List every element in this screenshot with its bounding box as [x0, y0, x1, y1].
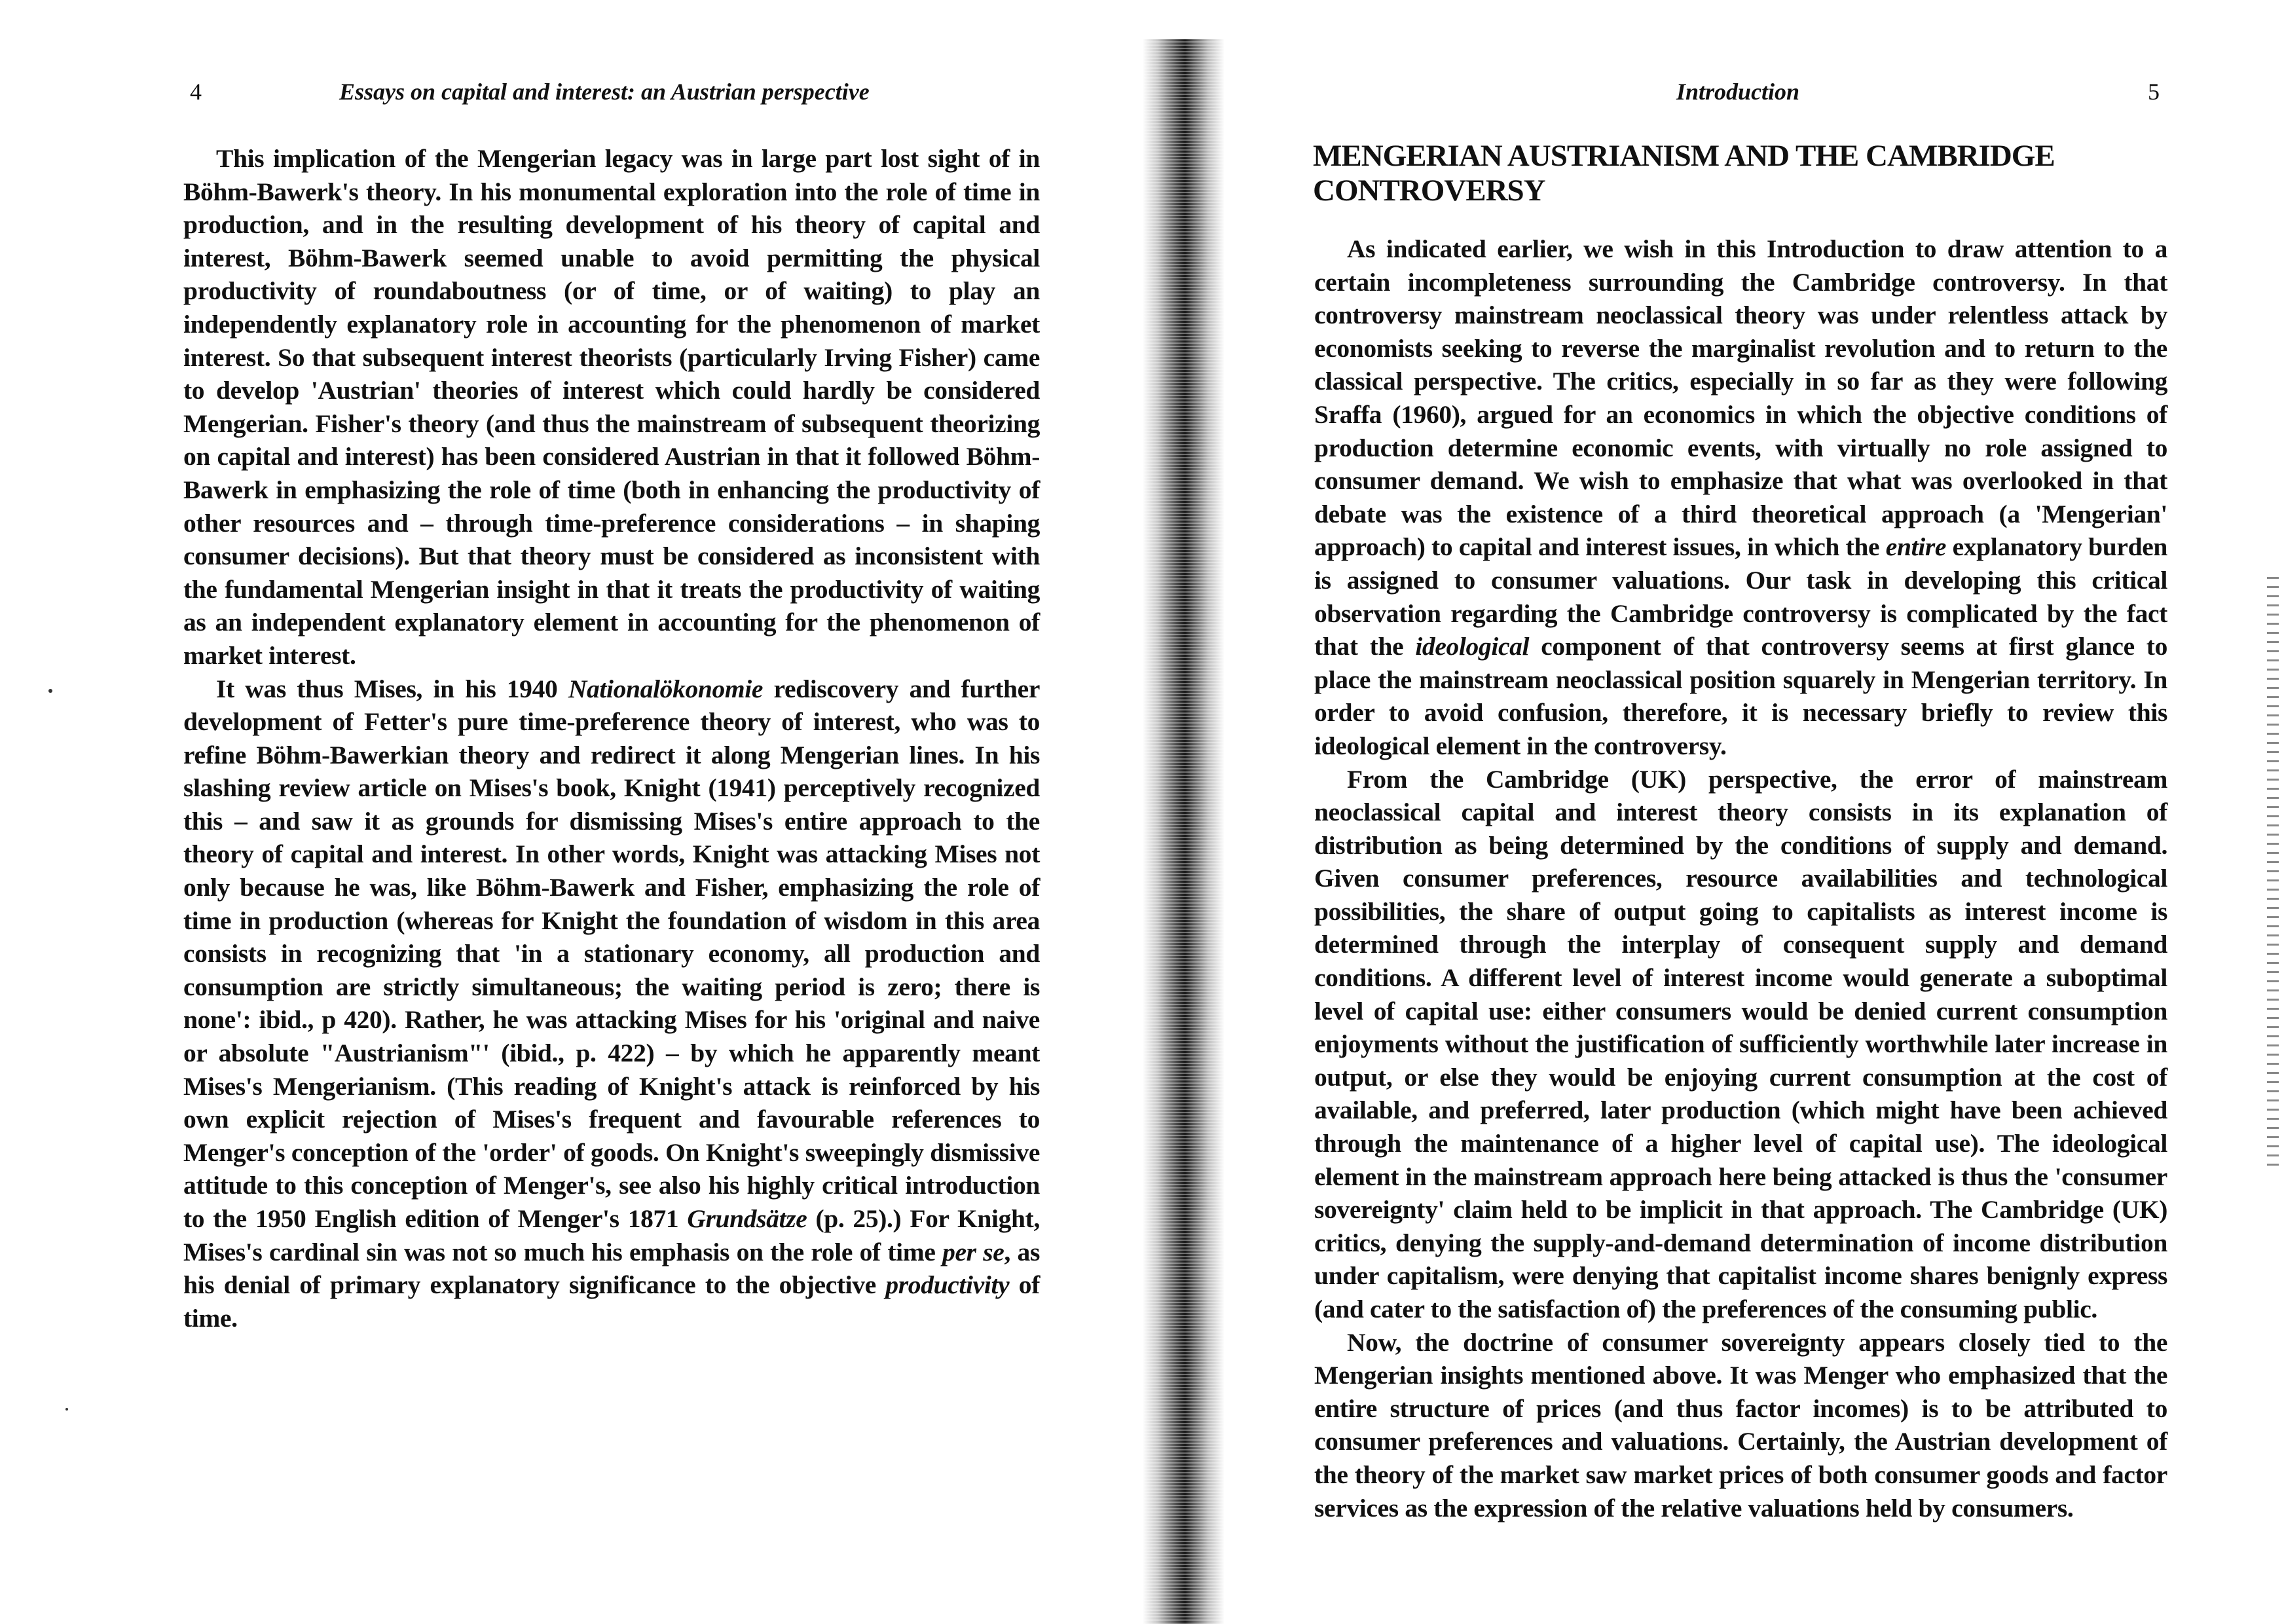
right-running-head: Introduction — [1676, 79, 1800, 105]
text-run: It was thus Mises, in his 1940 — [216, 674, 568, 703]
right-body-text — [1314, 232, 2167, 1524]
text-run: of time. — [183, 1270, 1040, 1333]
text-run: (p. 25).) For Knight, Mises's cardinal sin was not so much his emphasis on the role of time — [183, 1204, 1041, 1266]
italic-text: productivity — [885, 1270, 1010, 1300]
left-page-number: 4 — [190, 79, 202, 105]
text-run: rediscovery and further development of Fetter's pure time-preference theory of interest, who was to refine Böhm-Bawerkian theory and redirect it along Mengerian lines. In his slashing review article on Mises's book, Knight (1941) perceptively recognized this – and saw it as grounds for dismissing Mises's entire approach to the theory of capital and interest. In other words, Knight was attacking Mises not only because he was, like Böhm-Bawerk and Fisher, emphasizing the role of time in production (whereas for Knight the foundation of wisdom in this area consists in recognizing that 'in a stationary economy, all production and consumption are strictly simultaneous; the waiting period is zero; there is none': ibid., p 420). Rather, he was attacking Mises for his 'original and naive or absolute "Austrianism"' (ibid., p. 422) – by which he apparently meant Mises's Mengerianism. (This reading of Knight's attack is reinforced by his own explicit rejection of Mises's frequent and favourable references to Menger's conception of the 'order' of goods. On Knight's sweepingly dismissive attitude to this conception of Menger's, see also his highly critical introduction to the 1950 English edition of Menger's 1871 — [183, 674, 1041, 1233]
book-gutter-shadow — [1143, 39, 1225, 1624]
text-run: , as his denial of primary explanatory significance to the objective — [183, 1237, 1040, 1300]
left-page — [0, 0, 1139, 1624]
scan-speck — [48, 689, 52, 693]
italic-text: entire — [1885, 532, 1947, 562]
text-run: explanatory burden is assigned to consumer valuations. Our task in developing this critical observation regarding the Cambridge controversy is complicated by the fact that the — [1314, 532, 2167, 661]
text-run: As indicated earlier, we wish in this Introduction to draw attention to a certain incompleteness surrounding the Cambridge controversy. In that controversy mainstream neoclassical theory was under relentless attack by economists seeking to reverse the marginalist revolution and to return to the classical perspective. The critics, especially in so far as they were following Sraffa (1960), argued for an economics in which the objective conditions of production determine economic events, with virtually no role assigned to consumer demand. We wish to emphasize that what was overlooked in that debate was the existence of a third theoretical approach (a 'Mengerian' approach) to capital and interest issues, in which the — [1314, 234, 2167, 562]
italic-text: ideological — [1415, 632, 1530, 661]
paragraph-r1 — [1314, 232, 2167, 763]
paragraph-r3 — [1314, 1326, 2167, 1525]
text-run: This implication of the Mengerian legacy was in large part lost sight of in Böhm-Bawerk's theory. In his monumental exploration into the role of time in production, and in the resulting development of his theory of capital and interest, Böhm-Bawerk seemed unable to avoid permitting the physical productivity of roundaboutness (or of time, or of waiting) to play an independently explanatory role in accounting for the phenomenon of market interest. So that subsequent interest theorists (particularly Irving Fisher) came to develop 'Austrian' theories of interest which could hardly be considered Mengerian. Fisher's theory (and thus the mainstream of subsequent theorizing on capital and interest) has been considered Austrian in that it followed Böhm-Bawerk in emphasizing the role of time (both in enhancing the productivity of other resources and – through time-preference considerations – in shaping consumer decisions). But that theory must be considered as inconsistent with the fundamental Mengerian insight in that it treats the productivity of waiting as an independent explanatory element in accounting for the phenomenon of market interest. — [183, 144, 1040, 670]
italic-text: per se — [942, 1237, 1004, 1266]
scan-edge-artifact — [2267, 576, 2279, 1166]
text-run: From the Cambridge (UK) perspective, the error of mainstream neoclassical capital and interest theory consists in its explanation of distribution as being determined by the conditions of supply and demand. Given consumer preferences, resource availabilities and technological possibilities, the share of output going to capitalists as interest income is determined through the interplay of consequent supply and demand conditions. A different level of interest income would generate a suboptimal level of capital use: either consumers would be denied current consumption enjoyments without the justification of sufficiently worthwhile later increase in output, or else they would be enjoying current consumption at the cost of available, and preferred, later production (which might have been achieved through the maintenance of a higher level of capital use). The ideological element in the mainstream approach here being attacked is thus the 'consumer sovereignty' claim held to be implicit in that approach. The Cambridge (UK) critics, denying the supply-and-demand determination of income distribution under capitalism, were denying that capitalist income shares benignly express (and cater to the satisfaction of) the preferences of the consuming public. — [1314, 764, 2167, 1323]
italic-text: Nationalökonomie — [568, 674, 764, 703]
text-run: Now, the doctrine of consumer sovereignty appears closely tied to the Mengerian insights mentioned above. It was Menger who emphasized that the entire structure of prices (and thus factor incomes) is to be attributed to consumer preferences and valuations. Certainly, the Austrian development of the theory of the market saw market prices of both consumer goods and factor services as the expression of the relative valuations held by consumers. — [1314, 1327, 2167, 1522]
right-page-number: 5 — [2148, 79, 2160, 105]
text-run: component of that controversy seems at first glance to place the mainstream neoclassical position squarely in Mengerian territory. In order to avoid confusion, therefore, it is necessary briefly to review this ideological element in the controversy. — [1314, 632, 2168, 760]
left-body-text — [183, 142, 1040, 1335]
paragraph-p2 — [183, 673, 1040, 1335]
paragraph-p1 — [183, 142, 1040, 673]
italic-text: Grundsätze — [687, 1204, 807, 1233]
section-heading: MENGERIAN AUSTRIANISM AND THE CAMBRIDGE CONTROVERSY — [1313, 139, 2055, 208]
scan-speck — [65, 1408, 68, 1411]
paragraph-r2 — [1314, 763, 2167, 1326]
left-running-head: Essays on capital and interest: an Austrian perspective — [339, 79, 870, 105]
